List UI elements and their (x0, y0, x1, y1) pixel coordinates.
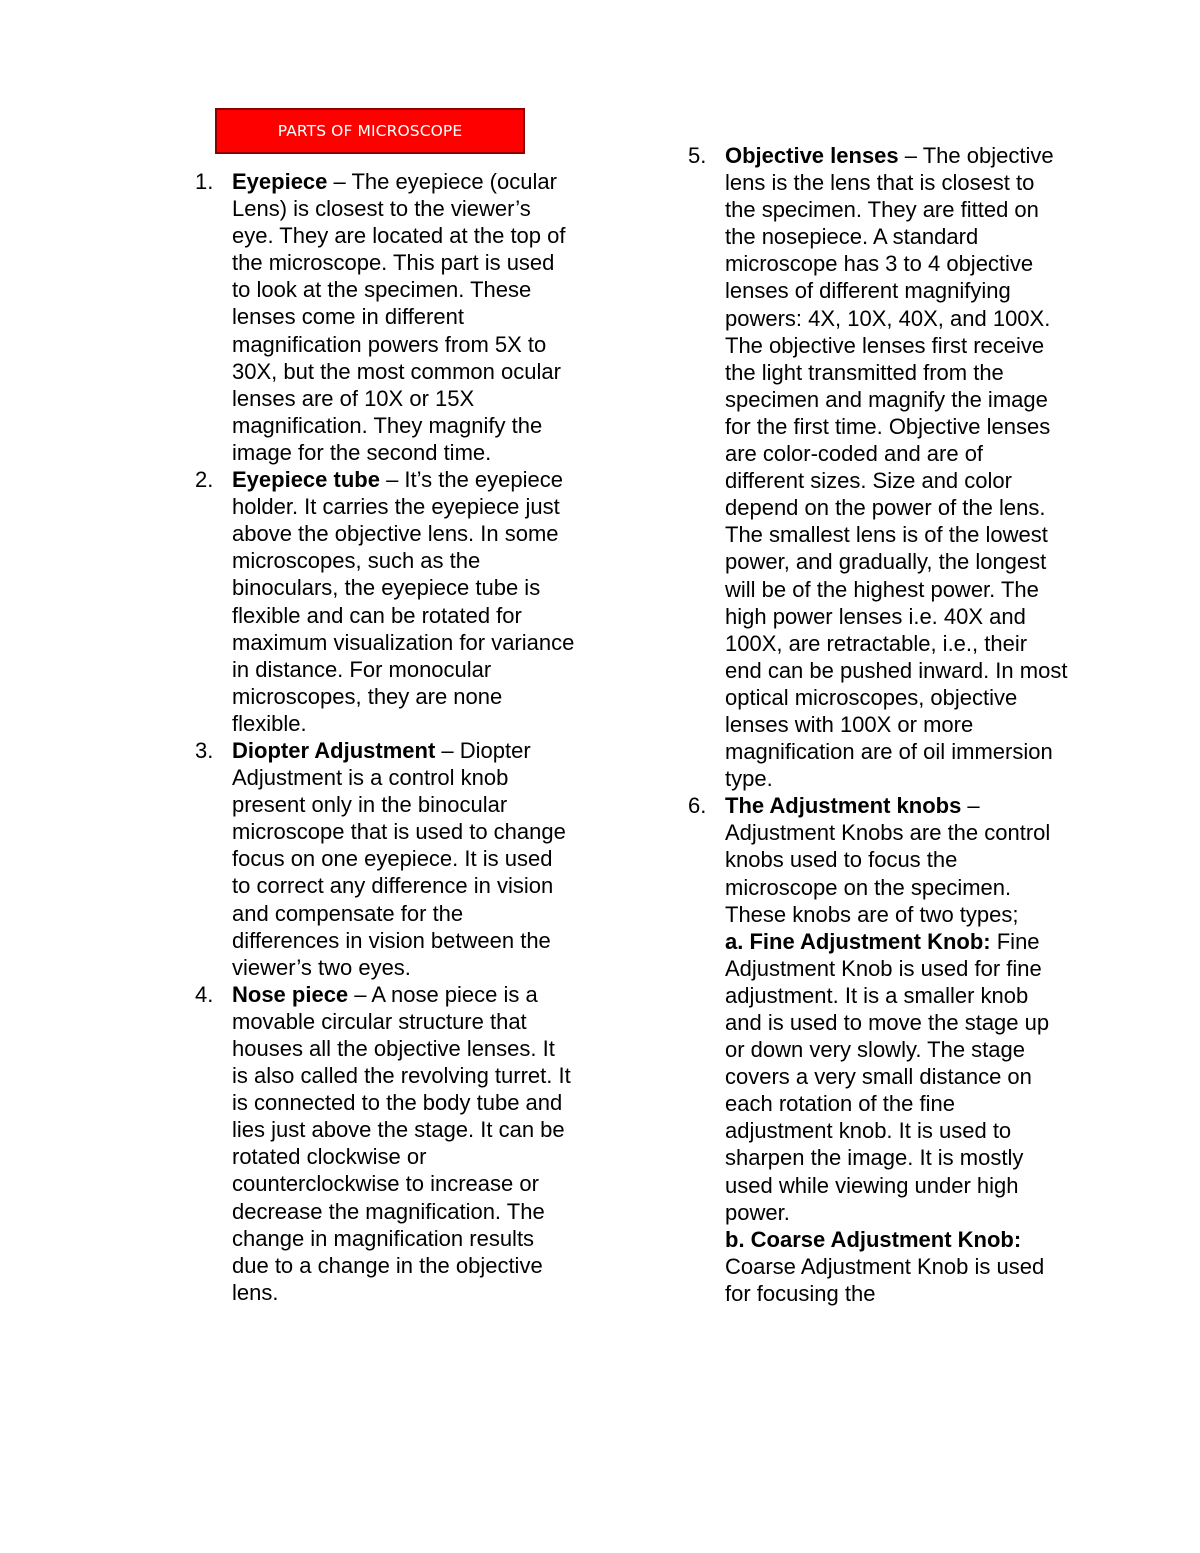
left-column (195, 168, 575, 1306)
list-item-objective-lenses (688, 142, 1068, 792)
item-term: Nose piece (232, 981, 349, 1007)
item-number: 4. (195, 981, 214, 1007)
item-number: 1. (195, 169, 214, 194)
sub-item-description: Fine Adjustment Knob is used for fine adjustment. It is a smaller knob and is used to move the stage up or down very slowly. The stage covers a very small distance on each rotation of the fine adjustment knob. It is used to sharpen the image. It is mostly used while viewing under high power. (725, 928, 1050, 1225)
item-number: 5. (688, 143, 707, 168)
sub-item-description: Coarse Adjustment Knob is used for focusing the (725, 1253, 1045, 1306)
sub-item-term: a. Fine Adjustment Knob: (725, 928, 991, 954)
item-number: 6. (688, 793, 707, 819)
item-term: Eyepiece (232, 169, 328, 194)
item-term: Eyepiece tube (232, 467, 380, 493)
item-description: – Diopter Adjustment is a control knob present only in the binocular microscope that is used to change focus on one eyepiece. It is used to correct any difference in vision and compensate for the differences in vision between the viewer’s two eyes. (232, 737, 566, 980)
sub-item-fine-adjustment (725, 928, 1068, 1226)
sub-item-term: b. Coarse Adjustment Knob: (725, 1226, 1022, 1252)
page-title: PARTS OF MICROSCOPE (215, 108, 525, 154)
item-term: Diopter Adjustment (232, 737, 436, 763)
sub-item-coarse-adjustment (725, 1226, 1068, 1307)
item-term: The Adjustment knobs (725, 793, 962, 819)
item-description: – A nose piece is a movable circular structure that houses all the objective lenses. It is also called the revolving turret. It is connected to the body tube and lies just above the stage. It can be rotated clockwise or counterclockwise to increase or decrease the magnification. The change in magnification results due to a change in the objective lens. (232, 981, 571, 1305)
list-item-adjustment-knobs (688, 792, 1068, 1307)
item-term: Objective lenses (725, 143, 899, 168)
item-description: – Adjustment Knobs are the control knobs used to focus the microscope on the specimen. These knobs are of two types; (725, 793, 1051, 927)
item-description: – The objective lens is the lens that is closest to the specimen. They are fitted on the nosepiece. A standard microscope has 3 to 4 objective lenses of different magnifying powers: 4X, 10X, 40X, and 100X. The objective lenses first receive the light transmitted from the specimen and magnify the image for the first time. Objective lenses are color-coded and are of different sizes. Size and color depend on the power of the lens. The smallest lens is of the lowest power, and gradually, the longest will be of the highest power. The high power lenses i.e. 40X and 100X, are retractable, i.e., their end can be pushed inward. In most optical microscopes, objective lenses with 100X or more magnification are of oil immersion type. (725, 143, 1068, 792)
list-item-diopter-adjustment (195, 737, 575, 981)
list-item-eyepiece-tube (195, 466, 575, 737)
list-item-eyepiece (195, 168, 575, 466)
list-item-nose-piece (195, 981, 575, 1306)
item-description: – The eyepiece (ocular Lens) is closest to the viewer’s eye. They are located at the top of the microscope. This part is used to look at the specimen. These lenses come in different magnification powers from 5X to 30X, but the most common ocular lenses are of 10X or 15X magnification. They magnify the image for the second time. (232, 169, 566, 465)
item-description: – It’s the eyepiece holder. It carries the eyepiece just above the objective lens. In some microscopes, such as the binoculars, the eyepiece tube is flexible and can be rotated for maximum visualization for variance in distance. For monocular microscopes, they are none flexible. (232, 467, 575, 736)
item-number: 3. (195, 737, 214, 763)
right-column (688, 142, 1068, 1307)
item-number: 2. (195, 467, 214, 493)
